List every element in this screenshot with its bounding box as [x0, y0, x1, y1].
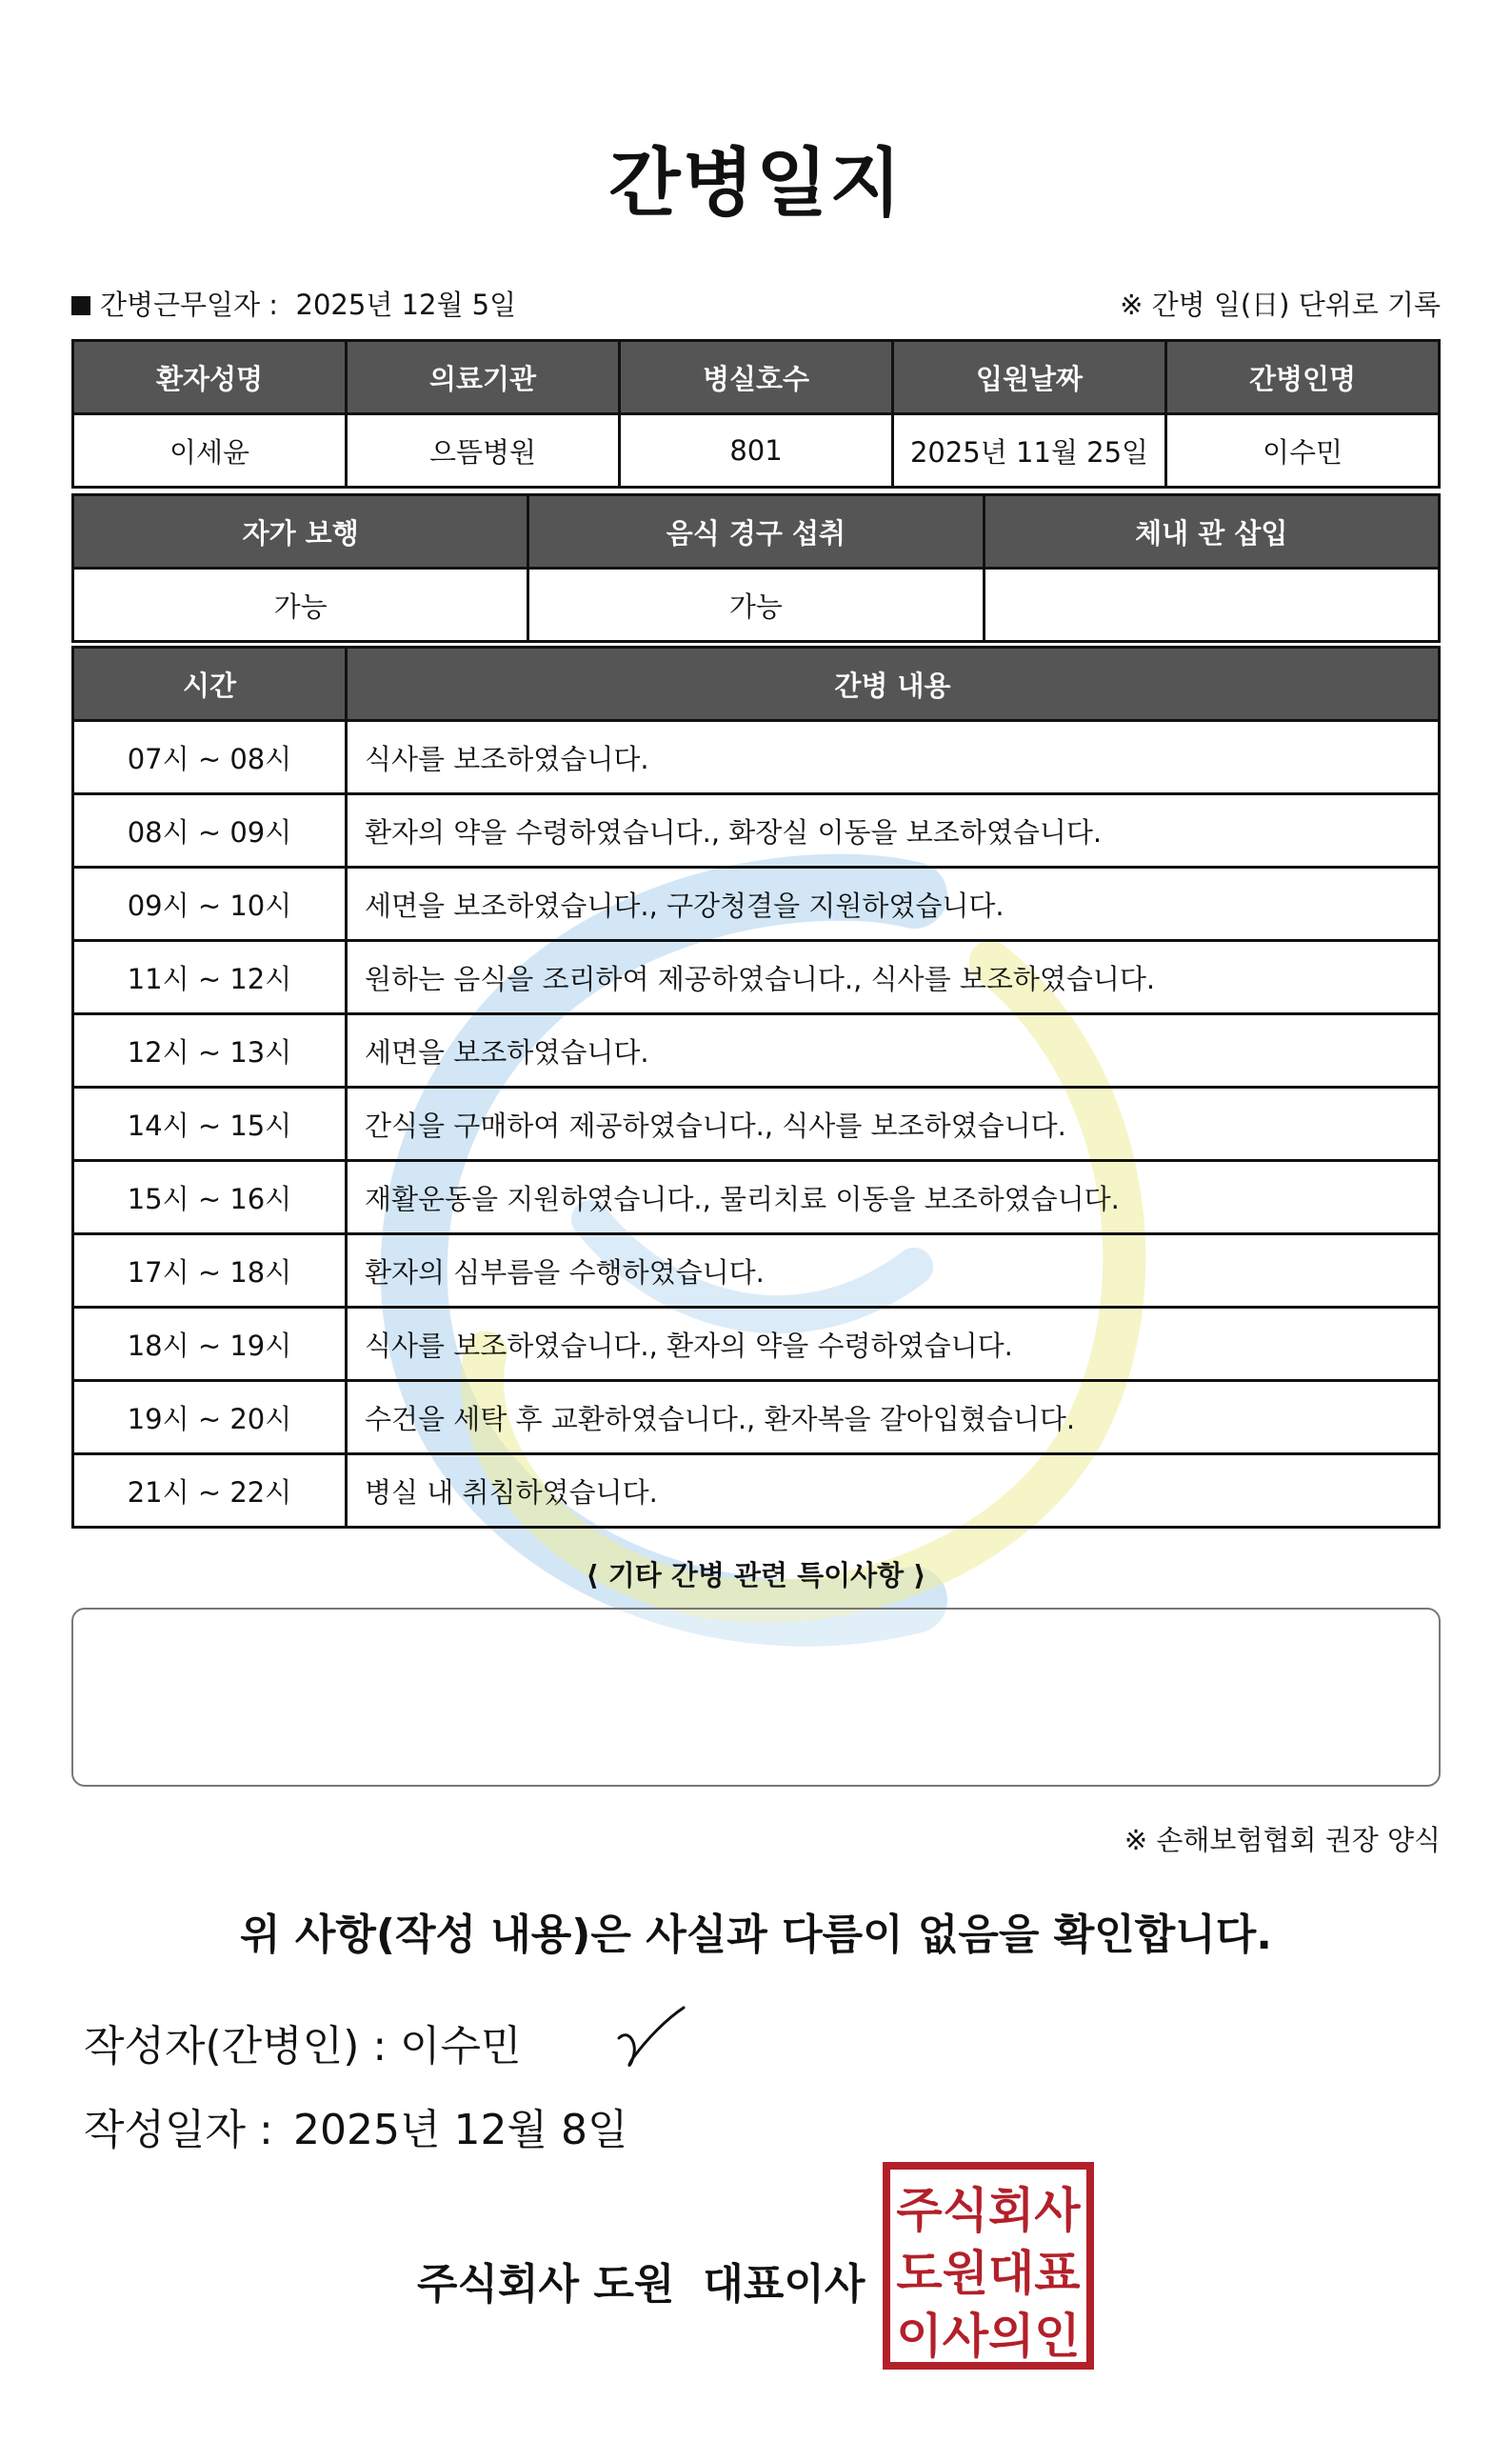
table-row	[73, 868, 1440, 941]
time-slot: 11시 ~ 12시	[73, 941, 347, 1014]
header-tube-insertion: 체내 관 삽입	[984, 495, 1439, 569]
patient-status-table	[71, 493, 1441, 643]
header-oral-intake: 음식 경구 섭취	[528, 495, 984, 569]
caregiver-name: 이수민	[1166, 414, 1440, 488]
writer-name: 이수민	[400, 2022, 522, 2071]
table-row	[73, 1088, 1440, 1161]
header-patient-name: 환자성명	[73, 341, 347, 414]
care-content: 세면을 보조하였습니다.	[347, 1014, 1440, 1088]
time-slot: 14시 ~ 15시	[73, 1088, 347, 1161]
header-caregiver-name: 간병인명	[1166, 341, 1440, 414]
time-slot: 15시 ~ 16시	[73, 1161, 347, 1234]
care-content: 간식을 구매하여 제공하였습니다., 식사를 보조하였습니다.	[347, 1088, 1440, 1161]
special-notes-title: ⟨ 기타 간병 관련 특이사항 ⟩	[586, 1559, 926, 1591]
special-notes-box	[71, 1608, 1441, 1787]
room-number: 801	[620, 414, 893, 488]
time-slot: 17시 ~ 18시	[73, 1234, 347, 1308]
table-row	[73, 941, 1440, 1014]
work-date-value: 2025년 12월 5일	[295, 289, 517, 321]
oral-intake-value: 가능	[528, 569, 984, 642]
care-content: 원하는 음식을 조리하여 제공하였습니다., 식사를 보조하였습니다.	[347, 941, 1440, 1014]
header-self-walking: 자가 보행	[73, 495, 528, 569]
svg-text:도원대표: 도원대표	[896, 2246, 1081, 2301]
work-date	[71, 284, 516, 323]
square-bullet-icon	[71, 296, 90, 315]
care-content: 수건을 세탁 후 교환하였습니다., 환자복을 갈아입혔습니다.	[347, 1381, 1440, 1454]
care-content: 환자의 심부름을 수행하였습니다.	[347, 1234, 1440, 1308]
header-hospital: 의료기관	[347, 341, 620, 414]
time-slot: 21시 ~ 22시	[73, 1454, 347, 1528]
patient-info-table	[71, 339, 1441, 489]
header-admission-date: 입원날짜	[893, 341, 1166, 414]
svg-text:이사의인: 이사의인	[896, 2309, 1081, 2364]
time-slot: 09시 ~ 10시	[73, 868, 347, 941]
time-slot: 19시 ~ 20시	[73, 1381, 347, 1454]
form-source-note: ※ 손해보험협회 권장 양식	[1124, 1824, 1441, 1856]
table-row	[73, 1161, 1440, 1234]
patient-name: 이세윤	[73, 414, 347, 488]
page-title: 간병일지	[608, 141, 904, 227]
care-content: 재활운동을 지원하였습니다., 물리치료 이동을 보조하였습니다.	[347, 1161, 1440, 1234]
time-slot: 12시 ~ 13시	[73, 1014, 347, 1088]
table-row	[73, 1014, 1440, 1088]
care-content: 환자의 약을 수령하였습니다., 화장실 이동을 보조하였습니다.	[347, 794, 1440, 868]
care-log-table	[71, 646, 1441, 1529]
table-row	[73, 1308, 1440, 1381]
table-row	[73, 1234, 1440, 1308]
time-slot: 18시 ~ 19시	[73, 1308, 347, 1381]
time-slot: 07시 ~ 08시	[73, 721, 347, 794]
care-content: 세면을 보조하였습니다., 구강청결을 지원하였습니다.	[347, 868, 1440, 941]
time-slot: 08시 ~ 09시	[73, 794, 347, 868]
tube-insertion-value	[984, 569, 1439, 642]
confirmation-statement: 위 사항(작성 내용)은 사실과 다름이 없음을 확인합니다.	[240, 1911, 1272, 1959]
ceo-title: 대표이사	[703, 2260, 865, 2309]
header-room-number: 병실호수	[620, 341, 893, 414]
write-date-value: 2025년 12월 8일	[293, 2106, 628, 2154]
unit-note: ※ 간병 일(日) 단위로 기록	[1120, 289, 1441, 321]
table-row	[73, 1454, 1440, 1528]
company-signature-line	[417, 2250, 865, 2311]
header-care-content: 간병 내용	[347, 648, 1440, 721]
admission-date: 2025년 11월 25일	[893, 414, 1166, 488]
table-row	[73, 721, 1440, 794]
care-content: 병실 내 취침하였습니다.	[347, 1454, 1440, 1528]
signature-mark	[609, 2000, 695, 2076]
write-date-label: 작성일자 :	[84, 2106, 273, 2154]
work-date-label: 간병근무일자 :	[100, 289, 279, 321]
company-seal-stamp	[881, 2160, 1096, 2371]
table-row	[73, 1381, 1440, 1454]
writer-label: 작성자(간병인) :	[84, 2022, 388, 2071]
header-time: 시간	[73, 648, 347, 721]
self-walking-value: 가능	[73, 569, 528, 642]
svg-text:주식회사: 주식회사	[896, 2183, 1081, 2238]
work-date-row	[71, 284, 1441, 330]
company-name: 주식회사 도원	[417, 2260, 675, 2309]
hospital-name: 으뜸병원	[347, 414, 620, 488]
table-row	[73, 794, 1440, 868]
care-content: 식사를 보조하였습니다.	[347, 721, 1440, 794]
care-content: 식사를 보조하였습니다., 환자의 약을 수령하였습니다.	[347, 1308, 1440, 1381]
